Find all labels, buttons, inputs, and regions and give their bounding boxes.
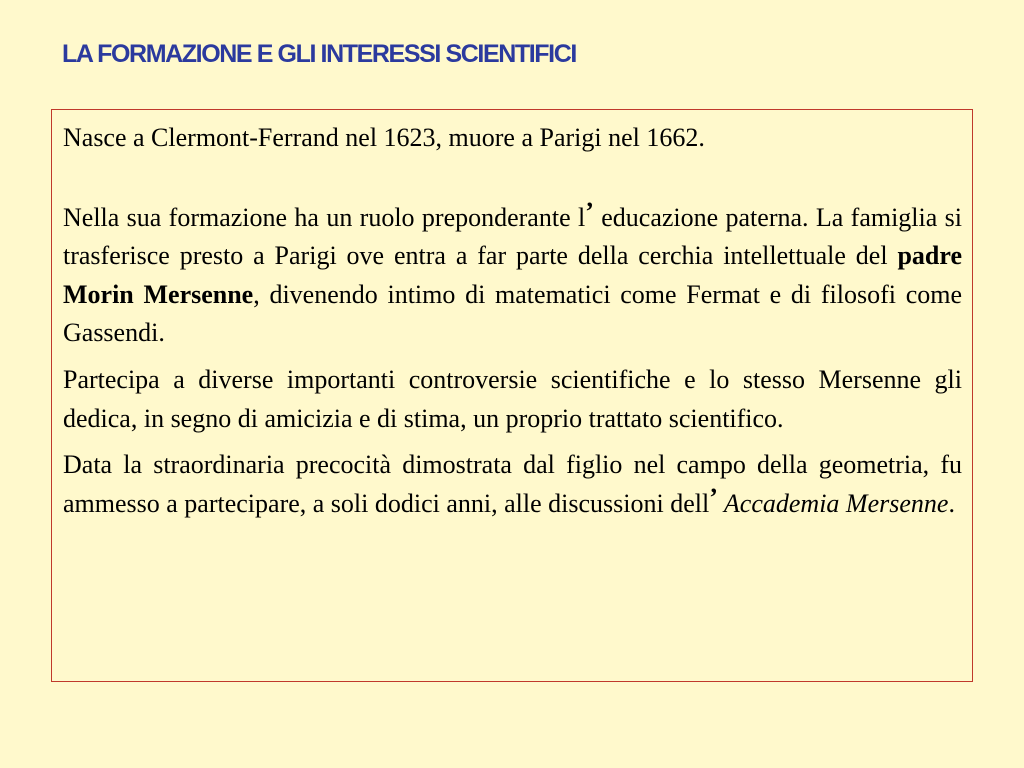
paragraph-education <box>63 196 962 353</box>
education-text-middle: educazione paterna. La famiglia si trasferisce presto a Parigi ove entra a far parte della cerchia intellettuale del <box>63 202 962 271</box>
education-apostrophe: ’ <box>585 196 594 226</box>
academy-period: . <box>948 488 955 518</box>
education-text-start: Nella sua formazione ha un ruolo preponderante l <box>63 202 586 232</box>
academy-text: Data la straordinaria precocità dimostrata dal figlio nel campo della geometria, fu ammesso a partecipare, a soli dodici anni, alle discussioni dell <box>63 450 962 518</box>
paragraph-academy <box>63 446 962 523</box>
academy-name: Accademia Mersenne <box>717 488 949 518</box>
slide-title: LA FORMAZIONE E GLI INTERESSI SCIENTIFICI <box>62 40 576 68</box>
content-box <box>51 109 973 682</box>
paragraph-birth: Nasce a Clermont-Ferrand nel 1623, muore a Parigi nel 1662. <box>63 123 705 152</box>
mersenne-name: padre Morin Mersenne <box>63 241 962 309</box>
education-text-end: , divenendo intimo di matematici come Fermat e di filosofi come Gassendi. <box>63 279 962 348</box>
paragraph-controversies: Partecipa a diverse importanti controversie scientifiche e lo stesso Mersenne gli dedica, in segno di amicizia e di stima, un proprio trattato scientifico. <box>63 364 962 433</box>
academy-apostrophe: ’ <box>709 482 718 512</box>
